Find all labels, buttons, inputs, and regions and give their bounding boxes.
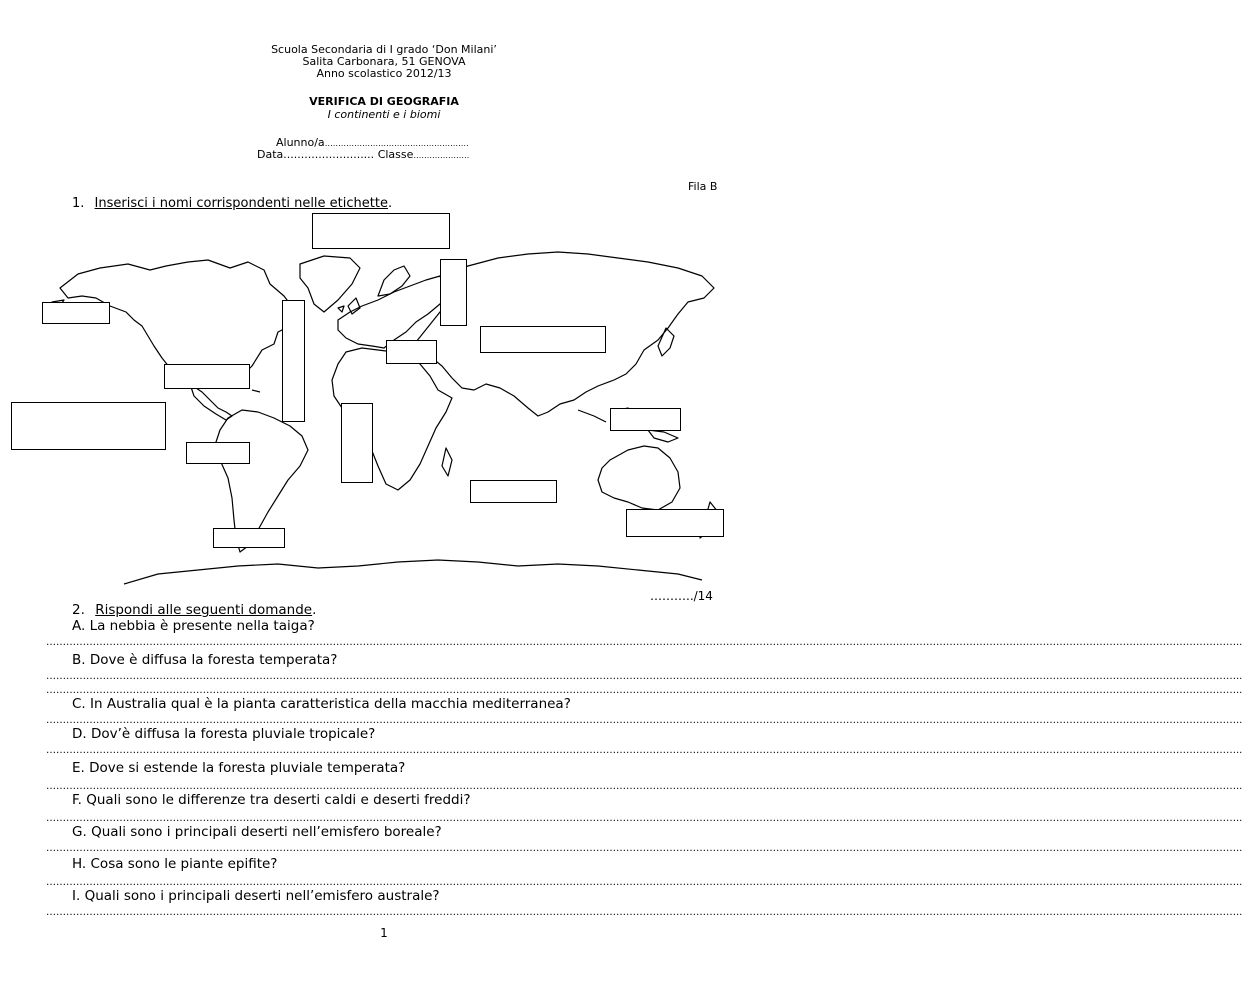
answer-line-e1[interactable]: [46, 781, 1242, 792]
label-box-mediterranean[interactable]: [386, 340, 437, 364]
question-b-text: Dove è diffusa la foresta temperata?: [89, 652, 338, 668]
question-a-letter: A.: [72, 618, 86, 634]
answer-dots: ……………………………………………………………………………………………………………………………………………………………………………………………………………………………………………………………………………………………………………………………..: [46, 877, 1242, 888]
question-d-text: Dov’è diffusa la foresta pluviale tropicale?: [90, 726, 376, 742]
label-box-europe[interactable]: [440, 259, 467, 326]
exercise1-heading: [72, 196, 392, 211]
label-box-asia[interactable]: [480, 326, 606, 353]
exercise1-punct: .: [387, 196, 393, 211]
label-box-north-america[interactable]: [164, 364, 250, 389]
answer-line-a1[interactable]: [46, 637, 1242, 648]
answer-line-h1[interactable]: [46, 877, 1242, 888]
japan-outline: [658, 328, 674, 356]
question-h-text: Cosa sono le piante epifite?: [86, 856, 278, 872]
answer-line-i1[interactable]: [46, 907, 1242, 918]
exercise2-number: 2.: [72, 602, 85, 618]
answer-line-c1[interactable]: [46, 715, 1242, 726]
answer-dots: ……………………………………………………………………………………………………………………………………………………………………………………………………………………………………………………………………………………………………………………………..: [46, 671, 1242, 682]
school-address: Salita Carbonara, 51 GENOVA: [302, 55, 466, 68]
answer-line-g1[interactable]: [46, 843, 1242, 854]
exercise1-score: ………../14: [650, 589, 713, 603]
question-a: [72, 618, 315, 634]
answer-dots: ……………………………………………………………………………………………………………………………………………………………………………………………………………………………………………………………………………………………………………………………..: [46, 745, 1242, 756]
question-e-letter: E.: [72, 760, 85, 776]
date-dots: ..........................: [283, 148, 375, 161]
label-box-south-america[interactable]: [186, 442, 250, 464]
student-dots: ………………………………………………: [324, 139, 469, 148]
page-number: 1: [380, 926, 388, 940]
question-h: [72, 856, 277, 872]
label-box-north-pacific[interactable]: [42, 302, 110, 324]
question-i-text: Quali sono i principali deserti nell’emisfero australe?: [84, 888, 440, 904]
answer-line-d1[interactable]: [46, 745, 1242, 756]
question-b: [72, 652, 337, 668]
label-box-oceania[interactable]: [610, 408, 681, 431]
answer-dots: ……………………………………………………………………………………………………………………………………………………………………………………………………………………………………………………………………………………………………………………………..: [46, 843, 1242, 854]
label-box-atlantic[interactable]: [282, 300, 305, 422]
question-d: [72, 726, 375, 742]
exercise2-punct: .: [312, 602, 317, 618]
question-d-letter: D.: [72, 726, 87, 742]
label-box-arctic[interactable]: [312, 213, 450, 249]
exercise1-number: 1.: [72, 196, 85, 211]
question-c-letter: C.: [72, 696, 86, 712]
question-c: [72, 696, 571, 712]
answer-dots: ……………………………………………………………………………………………………………………………………………………………………………………………………………………………………………………………………………………………………………………………..: [46, 637, 1242, 648]
answer-line-f1[interactable]: [46, 813, 1242, 824]
central-america-outline: [190, 384, 232, 420]
answer-line-b1[interactable]: [46, 671, 1242, 682]
school-name: Scuola Secondaria di I grado ‘Don Milani’: [271, 43, 497, 56]
question-i-letter: I.: [72, 888, 81, 904]
student-label: Alunno/a: [276, 136, 325, 149]
scandinavia: [378, 266, 410, 296]
question-a-text: La nebbia è presente nella taiga?: [89, 618, 315, 634]
exercise2-instruction: Rispondi alle seguenti domande: [95, 602, 313, 618]
question-f: [72, 792, 471, 808]
question-g-text: Quali sono i principali deserti nell’emisfero boreale?: [91, 824, 442, 840]
question-h-letter: H.: [72, 856, 87, 872]
question-f-letter: F.: [72, 792, 82, 808]
question-g-letter: G.: [72, 824, 87, 840]
british-isles: [338, 298, 360, 314]
australia-outline: [598, 446, 680, 510]
exercise2-heading: [72, 602, 316, 618]
question-i: [72, 888, 440, 904]
new-guinea-outline: [648, 430, 678, 442]
answer-dots: ……………………………………………………………………………………………………………………………………………………………………………………………………………………………………………………………………………………………………………………………..: [46, 715, 1242, 726]
answer-dots: ……………………………………………………………………………………………………………………………………………………………………………………………………………………………………………………………………………………………………………………………..: [46, 813, 1242, 824]
answer-dots: ……………………………………………………………………………………………………………………………………………………………………………………………………………………………………………………………………………………………………………………………..: [46, 781, 1242, 792]
school-year: Anno scolastico 2012/13: [316, 67, 452, 80]
madagascar-outline: [442, 448, 452, 476]
question-c-text: In Australia qual è la pianta caratteristica della macchia mediterranea?: [90, 696, 571, 712]
date-class-field[interactable]: [257, 148, 469, 161]
question-e-text: Dove si estende la foresta pluviale temperata?: [89, 760, 406, 776]
antarctica-outline: [124, 560, 702, 584]
answer-dots: ……………………………………………………………………………………………………………………………………………………………………………………………………………………………………………………………………………………………………………………………..: [46, 907, 1242, 918]
answer-dots: ……………………………………………………………………………………………………………………………………………………………………………………………………………………………………………………………………………………………………………………………..: [46, 685, 1242, 696]
label-box-indian-ocean[interactable]: [470, 480, 557, 503]
test-subtitle: I continenti e i biomi: [327, 108, 441, 121]
label-box-antarctica[interactable]: [213, 528, 285, 548]
label-box-africa[interactable]: [341, 403, 373, 483]
question-g: [72, 824, 442, 840]
answer-line-b2[interactable]: [46, 685, 1242, 696]
label-box-australia[interactable]: [626, 509, 724, 537]
class-dots: …………………: [413, 151, 470, 160]
question-b-letter: B.: [72, 652, 86, 668]
question-e: [72, 760, 405, 776]
label-box-pacific[interactable]: [11, 402, 166, 450]
exercise1-instruction: Inserisci i nomi corrispondenti nelle etichette: [94, 196, 388, 211]
test-title: VERIFICA DI GEOGRAFIA: [309, 95, 459, 108]
fila-label: Fila B: [688, 180, 718, 193]
class-label: Classe: [377, 148, 414, 161]
question-f-text: Quali sono le differenze tra deserti caldi e deserti freddi?: [86, 792, 471, 808]
date-label: Data: [257, 148, 284, 161]
